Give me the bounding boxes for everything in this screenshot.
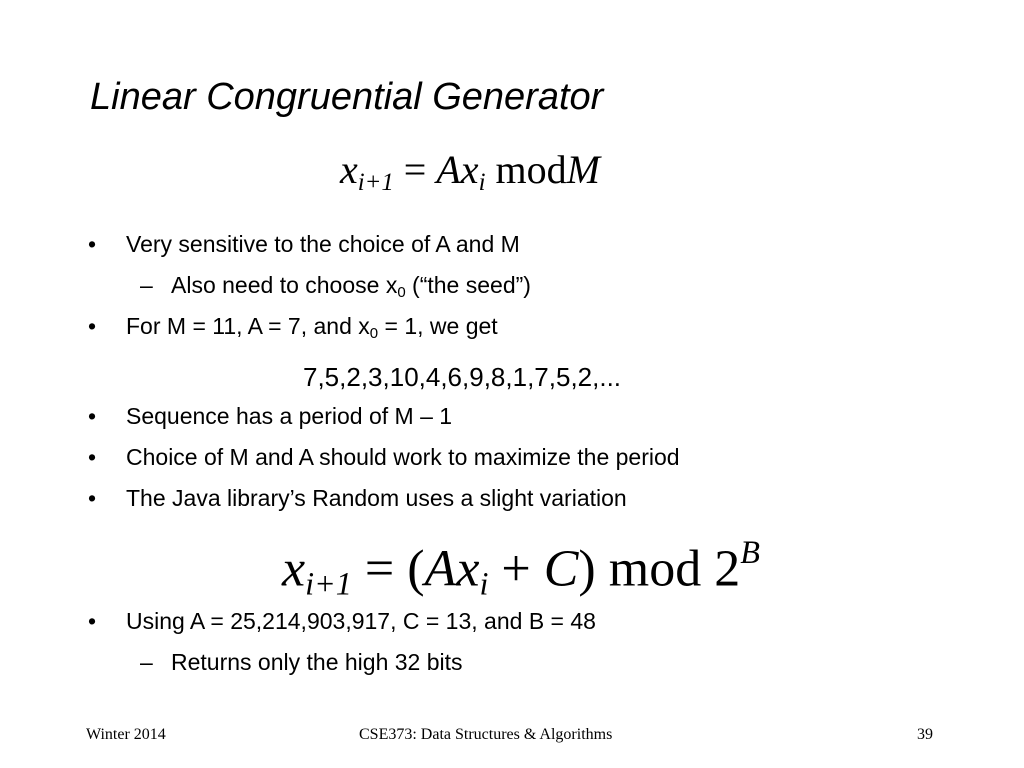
eq2-close-paren: )	[578, 540, 596, 598]
eq1-equals: =	[403, 147, 427, 192]
footer-left: Winter 2014	[86, 726, 166, 743]
eq1-rhs-var: x	[460, 147, 479, 192]
eq2-constant: C	[543, 540, 579, 598]
eq2-lhs-var: x	[282, 540, 306, 598]
bullet-text: The Java library’s Random uses a slight variation	[126, 485, 627, 511]
eq2-plus: +	[501, 540, 531, 598]
eq1-mod: mod	[495, 147, 567, 192]
bullet-marker: •	[88, 485, 97, 511]
bullet-6	[88, 607, 596, 635]
eq2-base: 2	[714, 540, 741, 598]
bullet-1	[88, 230, 520, 258]
eq1-modulus: M	[566, 147, 600, 192]
bullet-marker: •	[88, 444, 97, 470]
bullet-2	[88, 312, 498, 348]
sub-bullet-text: Returns only the high 32 bits	[171, 649, 463, 675]
bullet-marker: •	[88, 231, 97, 257]
footer-center: CSE373: Data Structures & Algorithms	[359, 726, 613, 743]
eq2-coef: A	[424, 540, 457, 598]
eq1-rhs-sub: i	[478, 168, 486, 196]
sub-bullet-text-pre: Also need to choose x	[171, 272, 398, 298]
eq2-equals: =	[364, 540, 395, 598]
equation-lcg	[340, 147, 600, 196]
eq2-var-sub: i	[479, 565, 489, 602]
sub-bullet-subscript: 0	[397, 284, 406, 301]
eq1-lhs-var: x	[340, 147, 358, 192]
bullet-marker: •	[88, 313, 97, 339]
sequence-output: 7,5,2,3,10,4,6,9,8,1,7,5,2,...	[303, 362, 622, 392]
equation-java-random	[282, 536, 760, 600]
eq1-lhs-sub: i+1	[357, 168, 394, 196]
bullet-3	[88, 402, 453, 430]
bullet-text-pre: For M = 11, A = 7, and x	[126, 313, 370, 339]
eq1-coef: A	[436, 147, 461, 192]
bullet-text: Using A = 25,214,903,917, C = 13, and B = 48	[126, 608, 596, 634]
page-number: 39	[917, 726, 933, 743]
bullet-text: Very sensitive to the choice of A and M	[126, 231, 520, 257]
eq2-exponent: B	[740, 534, 760, 570]
bullet-text: Choice of M and A should work to maximize the period	[126, 444, 680, 470]
bullet-text-post: = 1, we get	[378, 313, 498, 339]
bullet-marker: •	[88, 608, 97, 634]
sub-bullet-1	[140, 271, 531, 307]
bullet-text: Sequence has a period of M – 1	[126, 403, 453, 429]
eq2-open-paren: (	[407, 540, 425, 598]
dash-marker: –	[140, 649, 153, 675]
bullet-5	[88, 484, 627, 512]
dash-marker: –	[140, 272, 153, 298]
sub-bullet-2	[140, 648, 463, 676]
bullet-subscript: 0	[369, 325, 379, 342]
slide-title: Linear Congruential Generator	[90, 76, 604, 118]
eq2-mod: mod	[608, 540, 702, 598]
eq2-lhs-sub: i+1	[305, 565, 352, 602]
sub-bullet-text-post: (“the seed”)	[405, 272, 531, 298]
bullet-4	[88, 443, 680, 471]
bullet-marker: •	[88, 403, 97, 429]
eq2-var: x	[456, 540, 480, 598]
